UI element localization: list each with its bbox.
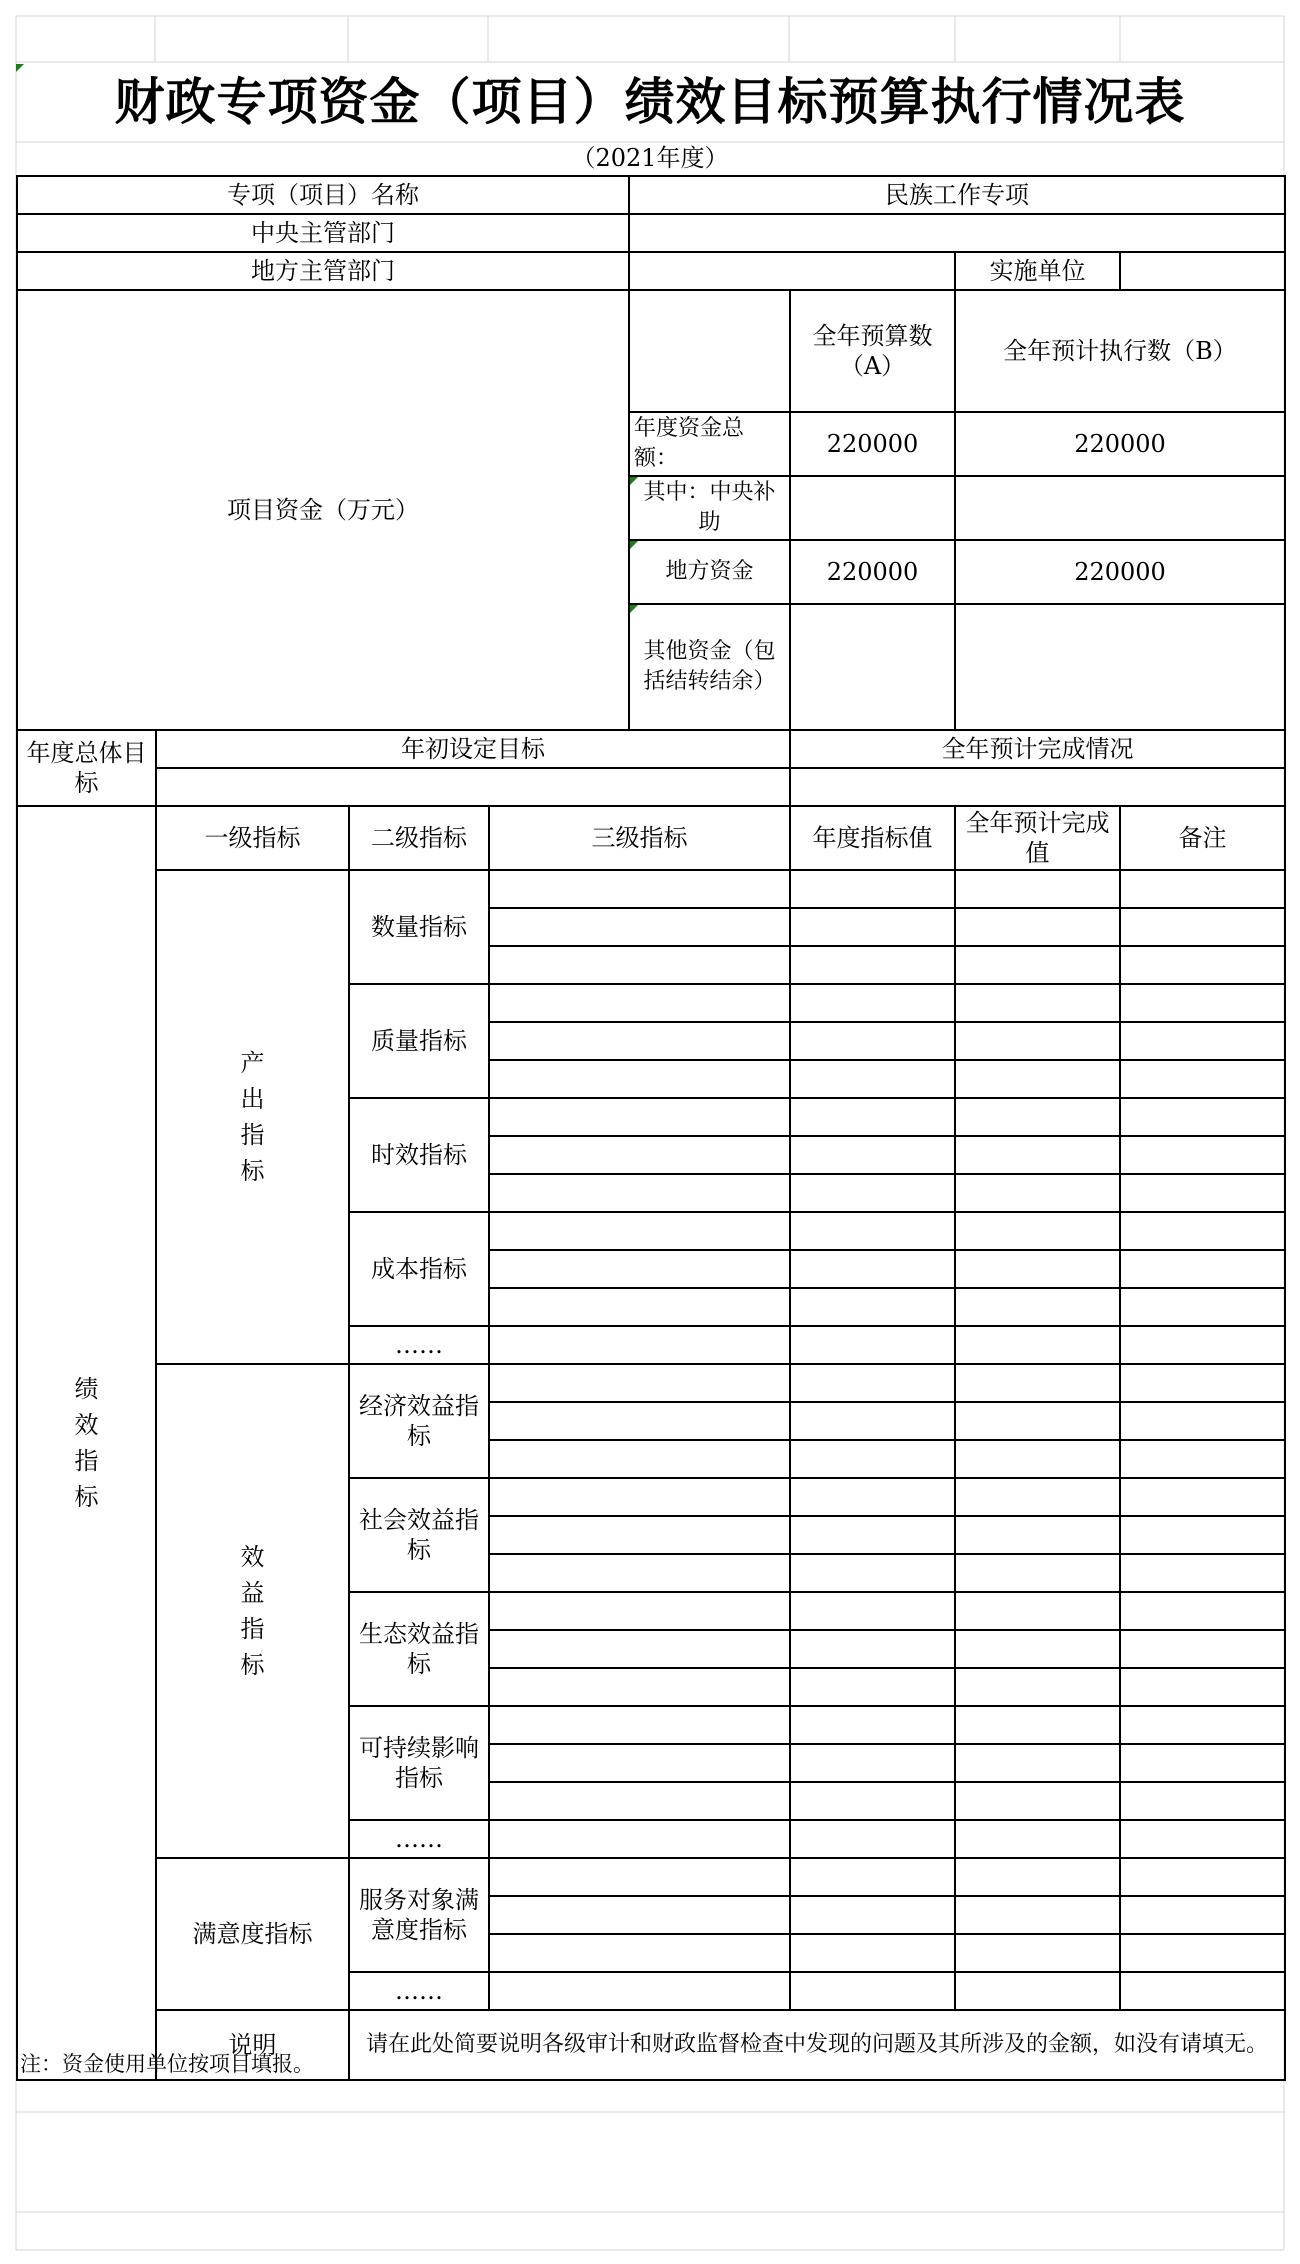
table-cell[interactable] — [1120, 1250, 1285, 1288]
table-cell[interactable] — [489, 1440, 790, 1478]
project-name-value[interactable]: 民族工作专项 — [629, 176, 1285, 214]
funds-header-blank — [629, 290, 790, 412]
performance-table — [16, 175, 1286, 2081]
table-cell[interactable] — [1120, 908, 1285, 946]
timeliness-indicator: 时效指标 — [349, 1098, 489, 1212]
table-cell[interactable] — [790, 1630, 955, 1668]
table-cell[interactable] — [955, 1554, 1120, 1592]
fund-row-label — [629, 540, 790, 604]
table-cell[interactable] — [489, 1516, 790, 1554]
fund-exec-value[interactable] — [955, 604, 1285, 730]
table-cell[interactable] — [955, 1706, 1120, 1744]
satisfaction-indicators-label: 满意度指标 — [156, 1858, 349, 2010]
table-cell[interactable] — [489, 1326, 790, 1364]
table-cell[interactable] — [955, 984, 1120, 1022]
table-cell[interactable] — [489, 1820, 790, 1858]
annual-goal-label: 年度总体目标 — [17, 730, 156, 806]
table-cell[interactable] — [955, 1098, 1120, 1136]
table-cell[interactable] — [1120, 946, 1285, 984]
table-cell[interactable] — [790, 1022, 955, 1060]
fund-exec-value[interactable]: 220000 — [955, 540, 1285, 604]
table-cell[interactable] — [955, 870, 1120, 908]
table-cell[interactable] — [1120, 1440, 1285, 1478]
social-benefit-indicator: 社会效益指标 — [349, 1478, 489, 1592]
local-dept-label: 地方主管部门 — [17, 252, 629, 290]
table-cell[interactable] — [955, 1326, 1120, 1364]
quantity-indicator: 数量指标 — [349, 870, 489, 984]
table-cell[interactable] — [1120, 1706, 1285, 1744]
table-cell[interactable] — [1120, 1402, 1285, 1440]
table-cell[interactable] — [1120, 1592, 1285, 1630]
impl-unit-label: 实施单位 — [955, 252, 1120, 290]
table-cell[interactable] — [489, 1782, 790, 1820]
table-cell[interactable] — [489, 870, 790, 908]
fund-budget-value[interactable] — [790, 476, 955, 540]
table-cell[interactable] — [1120, 1326, 1285, 1364]
table-cell[interactable] — [790, 1098, 955, 1136]
fund-exec-value[interactable] — [955, 476, 1285, 540]
table-cell[interactable] — [1120, 984, 1285, 1022]
table-cell[interactable] — [489, 1212, 790, 1250]
table-cell[interactable] — [489, 1060, 790, 1098]
table-cell[interactable] — [955, 1782, 1120, 1820]
table-cell[interactable] — [955, 1668, 1120, 1706]
table-cell[interactable] — [1120, 1022, 1285, 1060]
table-cell[interactable] — [790, 1668, 955, 1706]
initial-goal-header: 年初设定目标 — [156, 730, 790, 768]
table-cell[interactable] — [1120, 1972, 1285, 2010]
table-cell[interactable] — [489, 946, 790, 984]
performance-indicators-label — [17, 806, 156, 2080]
table-cell[interactable] — [790, 1592, 955, 1630]
table-cell[interactable] — [1120, 1934, 1285, 1972]
level1-header: 一级指标 — [156, 806, 349, 870]
table-cell[interactable] — [790, 1554, 955, 1592]
ecological-benefit-indicator: 生态效益指标 — [349, 1592, 489, 1706]
table-cell[interactable] — [955, 1478, 1120, 1516]
fund-row-label-text: 其他资金（包括结转结余） — [643, 639, 776, 694]
table-cell[interactable] — [790, 1972, 955, 2010]
table-cell[interactable] — [790, 1706, 955, 1744]
performance-indicators-text: 绩效指标 — [74, 1375, 99, 1511]
table-cell[interactable] — [790, 1364, 955, 1402]
explanation-label: 说明 — [156, 2010, 349, 2080]
annual-value-header: 年度指标值 — [790, 806, 955, 870]
table-cell[interactable] — [955, 1972, 1120, 2010]
table-cell[interactable] — [1120, 1782, 1285, 1820]
table-cell[interactable] — [489, 1554, 790, 1592]
table-cell[interactable] — [489, 1364, 790, 1402]
impl-unit-value[interactable] — [1120, 252, 1285, 290]
table-cell[interactable] — [955, 1250, 1120, 1288]
table-cell[interactable] — [489, 1706, 790, 1744]
table-cell[interactable] — [790, 1858, 955, 1896]
expected-value-header: 全年预计完成值 — [955, 806, 1120, 870]
table-cell[interactable] — [489, 1896, 790, 1934]
table-cell[interactable] — [1120, 1060, 1285, 1098]
table-cell[interactable] — [955, 1136, 1120, 1174]
table-cell[interactable] — [790, 946, 955, 984]
table-cell[interactable] — [1120, 1820, 1285, 1858]
fund-row-label-text: 其中：中央补助 — [643, 480, 776, 535]
table-cell[interactable] — [489, 1744, 790, 1782]
table-cell[interactable] — [489, 1630, 790, 1668]
table-cell[interactable] — [790, 1212, 955, 1250]
table-cell[interactable] — [489, 1972, 790, 2010]
table-cell[interactable] — [790, 1136, 955, 1174]
table-cell[interactable] — [955, 1440, 1120, 1478]
table-cell[interactable] — [790, 1250, 955, 1288]
table-cell[interactable] — [1120, 1630, 1285, 1668]
benefit-more-indicator: …… — [349, 1820, 489, 1858]
table-cell[interactable] — [955, 1288, 1120, 1326]
table-cell[interactable] — [790, 1782, 955, 1820]
table-cell[interactable] — [790, 1744, 955, 1782]
sustainable-impact-indicator: 可持续影响指标 — [349, 1706, 489, 1820]
project-funds-label: 项目资金（万元） — [17, 290, 629, 730]
table-cell[interactable] — [489, 1022, 790, 1060]
table-cell[interactable] — [790, 984, 955, 1022]
central-dept-label: 中央主管部门 — [17, 214, 629, 252]
table-cell[interactable] — [489, 908, 790, 946]
table-cell[interactable] — [955, 1516, 1120, 1554]
table-cell[interactable] — [489, 1934, 790, 1972]
economic-benefit-indicator: 经济效益指标 — [349, 1364, 489, 1478]
fund-budget-value[interactable]: 220000 — [790, 412, 955, 476]
cost-indicator: 成本指标 — [349, 1212, 489, 1326]
output-indicators-label — [156, 870, 349, 1364]
fiscal-year: （2021年度） — [571, 144, 729, 172]
table-cell[interactable] — [1120, 870, 1285, 908]
table-cell[interactable] — [1120, 1288, 1285, 1326]
initial-goal-value[interactable] — [156, 768, 790, 806]
col-budget-header: 全年预算数（A） — [790, 290, 955, 412]
benefit-indicators-label — [156, 1364, 349, 1858]
comment-marker-icon — [630, 605, 638, 613]
table-cell[interactable] — [955, 1060, 1120, 1098]
project-name-label: 专项（项目）名称 — [17, 176, 629, 214]
table-cell[interactable] — [790, 1934, 955, 1972]
quality-indicator: 质量指标 — [349, 984, 489, 1098]
table-cell[interactable] — [1120, 1554, 1285, 1592]
remarks-header: 备注 — [1120, 806, 1285, 870]
table-cell[interactable] — [955, 1858, 1120, 1896]
table-cell[interactable] — [790, 1174, 955, 1212]
expected-completion-header: 全年预计完成情况 — [790, 730, 1285, 768]
satisfaction-more-indicator: …… — [349, 1972, 489, 2010]
table-cell[interactable] — [489, 1250, 790, 1288]
table-cell[interactable] — [489, 1288, 790, 1326]
table-cell[interactable] — [790, 908, 955, 946]
footnote: 注：资金使用单位按项目填报。 — [20, 2052, 314, 2076]
service-satisfaction-indicator: 服务对象满意度指标 — [349, 1858, 489, 1972]
table-cell[interactable] — [1120, 1516, 1285, 1554]
table-cell[interactable] — [489, 984, 790, 1022]
table-cell[interactable] — [489, 1174, 790, 1212]
col-exec-header: 全年预计执行数（B） — [955, 290, 1285, 412]
table-cell[interactable] — [790, 1326, 955, 1364]
table-cell[interactable] — [955, 946, 1120, 984]
table-cell[interactable] — [955, 1896, 1120, 1934]
table-cell[interactable] — [1120, 1174, 1285, 1212]
level3-header: 三级指标 — [489, 806, 790, 870]
page-title: 财政专项资金（项目）绩效目标预算执行情况表 — [114, 73, 1186, 131]
table-cell[interactable] — [955, 1174, 1120, 1212]
table-cell[interactable] — [955, 908, 1120, 946]
table-cell[interactable] — [790, 1288, 955, 1326]
table-cell[interactable] — [489, 1592, 790, 1630]
comment-marker-icon — [630, 541, 638, 549]
table-cell[interactable] — [489, 1402, 790, 1440]
fund-row-label: 年度资金总额： — [629, 412, 790, 476]
output-indicators-text: 产出指标 — [240, 1049, 265, 1185]
fund-budget-value[interactable]: 220000 — [790, 540, 955, 604]
table-cell[interactable] — [1120, 1364, 1285, 1402]
table-cell[interactable] — [955, 1022, 1120, 1060]
table-cell[interactable] — [955, 1934, 1120, 1972]
table-cell[interactable] — [1120, 1136, 1285, 1174]
table-cell[interactable] — [1120, 1098, 1285, 1136]
table-cell[interactable] — [1120, 1858, 1285, 1896]
central-dept-value[interactable] — [629, 214, 1285, 252]
fund-row-label-text: 地方资金 — [665, 559, 754, 584]
table-cell[interactable] — [489, 1478, 790, 1516]
table-cell[interactable] — [489, 1858, 790, 1896]
local-dept-value[interactable] — [629, 252, 955, 290]
table-cell[interactable] — [955, 1820, 1120, 1858]
table-cell[interactable] — [790, 1440, 955, 1478]
table-cell[interactable] — [955, 1592, 1120, 1630]
table-cell[interactable] — [955, 1630, 1120, 1668]
table-cell[interactable] — [955, 1402, 1120, 1440]
benefit-indicators-text: 效益指标 — [240, 1543, 265, 1679]
level2-header: 二级指标 — [349, 806, 489, 870]
output-more-indicator: …… — [349, 1326, 489, 1364]
table-cell[interactable] — [790, 870, 955, 908]
table-cell[interactable] — [955, 1212, 1120, 1250]
fund-row-label — [629, 604, 790, 730]
table-cell[interactable] — [1120, 1478, 1285, 1516]
table-cell[interactable] — [1120, 1896, 1285, 1934]
table-cell[interactable] — [955, 1744, 1120, 1782]
table-cell[interactable] — [790, 1896, 955, 1934]
fund-budget-value[interactable] — [790, 604, 955, 730]
table-cell[interactable] — [790, 1478, 955, 1516]
comment-marker-icon — [630, 477, 638, 485]
expected-completion-value[interactable] — [790, 768, 1285, 806]
table-cell[interactable] — [790, 1402, 955, 1440]
table-cell[interactable] — [489, 1136, 790, 1174]
fund-exec-value[interactable]: 220000 — [955, 412, 1285, 476]
table-cell[interactable] — [489, 1098, 790, 1136]
explanation-text[interactable]: 请在此处简要说明各级审计和财政监督检查中发现的问题及其所涉及的金额，如没有请填无。 — [349, 2010, 1285, 2080]
table-cell[interactable] — [955, 1364, 1120, 1402]
table-cell[interactable] — [1120, 1744, 1285, 1782]
table-cell[interactable] — [790, 1060, 955, 1098]
table-cell[interactable] — [1120, 1668, 1285, 1706]
table-cell[interactable] — [1120, 1212, 1285, 1250]
fund-row-label — [629, 476, 790, 540]
table-cell[interactable] — [790, 1820, 955, 1858]
table-cell[interactable] — [790, 1516, 955, 1554]
table-cell[interactable] — [489, 1668, 790, 1706]
